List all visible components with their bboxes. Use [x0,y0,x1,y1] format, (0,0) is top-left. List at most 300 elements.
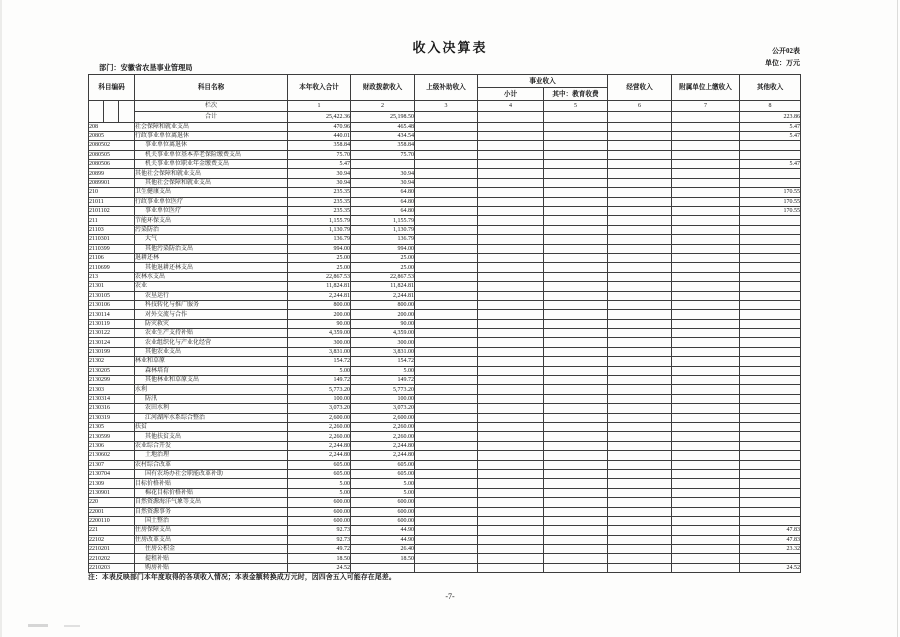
value-cell [608,516,672,525]
total-value: 25,198.50 [351,111,415,122]
value-cell: 25.00 [288,263,351,272]
value-cell [672,225,740,234]
value-cell [672,479,740,488]
value-cell [415,394,478,403]
value-cell [740,394,801,403]
value-cell [544,404,608,413]
value-cell: 30.94 [351,178,415,187]
page-title: 收入决算表 [412,40,488,55]
table-row [89,385,801,394]
subject-code-cell: 21307 [89,460,135,469]
value-cell: 4,359.00 [351,329,415,338]
value-cell [608,338,672,347]
header-total-income: 本年收入合计 [288,75,351,101]
value-cell: 2,260.00 [351,423,415,432]
value-cell [415,413,478,422]
value-cell: 994.00 [288,244,351,253]
value-cell [740,507,801,516]
subject-name-cell: 森林培育 [135,366,288,375]
value-cell [608,507,672,516]
value-cell [608,413,672,422]
value-cell [740,263,801,272]
value-cell [740,282,801,291]
table-row [89,235,801,244]
subject-name-cell: 提租补贴 [135,554,288,563]
subject-name-cell: 目标价格补贴 [135,479,288,488]
unit-label: 单位：万元 [765,59,800,67]
value-cell [544,545,608,554]
value-cell [672,423,740,432]
subject-name-cell: 大气 [135,235,288,244]
value-cell [672,291,740,300]
subject-name-cell: 事业单位离退休 [135,141,288,150]
value-cell: 2,244.81 [288,291,351,300]
subject-code-cell: 21303 [89,385,135,394]
subject-name-cell: 事业单位医疗 [135,207,288,216]
value-cell [415,357,478,366]
value-cell [740,235,801,244]
value-cell [672,141,740,150]
value-cell [544,263,608,272]
value-cell [544,207,608,216]
subject-code-cell: 2080505 [89,150,135,159]
column-number: 7 [672,101,740,112]
value-cell: 64.80 [351,188,415,197]
subject-code-cell: 21301 [89,282,135,291]
subject-name-cell: 机关事业单位基本养老保险缴费支出 [135,150,288,159]
table-row [89,545,801,554]
value-cell [740,413,801,422]
value-cell [544,535,608,544]
table-row [89,404,801,413]
value-cell [544,272,608,281]
header-superior-subsidy: 上级补助收入 [415,75,478,101]
subject-name-cell: 农田水利 [135,404,288,413]
value-cell: 2,244.80 [351,441,415,450]
scan-artifact [64,625,80,627]
value-cell [478,526,544,535]
value-cell: 90.00 [351,319,415,328]
value-cell [740,150,801,159]
value-cell [740,432,801,441]
value-cell [672,554,740,563]
subject-name-cell: 农业 [135,282,288,291]
subject-code-cell: 21106 [89,253,135,262]
value-cell [740,347,801,356]
table-row [89,329,801,338]
value-cell [740,329,801,338]
value-cell [608,150,672,159]
value-cell: 235.35 [288,188,351,197]
value-cell: 149.72 [288,376,351,385]
value-cell: 600.00 [288,507,351,516]
header-fiscal-income: 财政拨款收入 [351,75,415,101]
subject-code-cell: 2130599 [89,432,135,441]
value-cell [415,460,478,469]
value-cell [478,507,544,516]
value-cell [544,394,608,403]
value-cell [544,516,608,525]
value-cell [672,188,740,197]
value-cell [544,441,608,450]
subject-code-cell: 2130602 [89,451,135,460]
value-cell [415,498,478,507]
value-cell [478,460,544,469]
table-row [89,131,801,140]
table-row [89,291,801,300]
subject-code-cell: 221 [89,526,135,535]
subject-code-cell: 2110301 [89,235,135,244]
table-row [89,338,801,347]
value-cell [478,122,544,131]
column-number: 4 [478,101,544,112]
subject-name-cell: 土地治理 [135,451,288,460]
value-cell [478,291,544,300]
value-cell [608,225,672,234]
value-cell [740,460,801,469]
value-cell [608,441,672,450]
value-cell [608,235,672,244]
subject-code-cell: 2080502 [89,141,135,150]
subject-code-cell: 210 [89,188,135,197]
value-cell [415,169,478,178]
table-row [89,244,801,253]
subject-name-cell: 防灾救灾 [135,319,288,328]
total-value [478,111,544,122]
value-cell [415,272,478,281]
table-row [89,188,801,197]
table-row [89,394,801,403]
value-cell [740,244,801,253]
value-cell [544,460,608,469]
value-cell [740,178,801,187]
value-cell [608,357,672,366]
subject-name-cell: 科技转化与推广服务 [135,300,288,309]
table-row [89,479,801,488]
table-row [89,516,801,525]
value-cell [672,498,740,507]
value-cell [672,169,740,178]
subject-code-cell: 2130205 [89,366,135,375]
value-cell [478,253,544,262]
value-cell [740,404,801,413]
value-cell [544,188,608,197]
value-cell [415,310,478,319]
subject-name-cell: 农林水支出 [135,272,288,281]
value-cell [740,253,801,262]
value-cell [672,357,740,366]
value-cell [544,131,608,140]
subject-name-cell: 江河湖库水系综合整治 [135,413,288,422]
value-cell [415,207,478,216]
value-cell: 994.00 [351,244,415,253]
value-cell: 434.54 [351,131,415,140]
value-cell: 3,831.00 [351,347,415,356]
table-row [89,207,801,216]
column-number: 6 [608,101,672,112]
value-cell [672,150,740,159]
total-row [89,111,801,122]
value-cell: 2,244.80 [288,441,351,450]
table-row [89,122,801,131]
value-cell [672,282,740,291]
value-cell [672,366,740,375]
value-cell [415,554,478,563]
value-cell [740,272,801,281]
value-cell [608,253,672,262]
value-cell [740,291,801,300]
value-cell [544,244,608,253]
subject-name-cell: 购房补贴 [135,563,288,572]
value-cell: 90.00 [288,319,351,328]
value-cell [544,253,608,262]
subject-code-cell: 211 [89,216,135,225]
subject-code-cell: 2130114 [89,310,135,319]
value-cell [672,488,740,497]
table-row [89,150,801,159]
subject-name-cell: 社会保障和就业支出 [135,122,288,131]
subject-name-cell: 行政事业单位离退休 [135,131,288,140]
subject-code-cell: 220 [89,498,135,507]
subject-name-cell: 住房公积金 [135,545,288,554]
value-cell: 2,244.81 [351,291,415,300]
value-cell [608,479,672,488]
value-cell: 600.00 [288,498,351,507]
value-cell: 75.70 [351,150,415,159]
value-cell [672,300,740,309]
value-cell [415,488,478,497]
table-row [89,526,801,535]
value-cell [415,188,478,197]
value-cell: 92.73 [288,526,351,535]
header-row-1 [89,75,801,88]
value-cell [608,432,672,441]
subject-code-cell: 2210202 [89,554,135,563]
subject-name-cell: 农村综合改革 [135,460,288,469]
value-cell [608,385,672,394]
subject-code-cell: 2130105 [89,291,135,300]
value-cell: 200.00 [288,310,351,319]
subject-name-cell: 卫生健康支出 [135,188,288,197]
value-cell [544,347,608,356]
value-cell [478,376,544,385]
value-cell: 2,600.00 [351,413,415,422]
column-number: 8 [740,101,801,112]
subject-code-cell: 2210203 [89,563,135,572]
value-cell [672,253,740,262]
value-cell: 30.94 [288,178,351,187]
table-row [89,460,801,469]
value-cell [740,516,801,525]
value-cell [415,150,478,159]
value-cell [478,131,544,140]
value-cell: 5.47 [740,122,801,131]
value-cell [478,319,544,328]
subject-code-cell: 2130704 [89,469,135,478]
value-cell [672,310,740,319]
subject-name-cell: 扶贫 [135,423,288,432]
header-other-income: 其他收入 [740,75,801,101]
value-cell [544,225,608,234]
value-cell [740,225,801,234]
value-cell [415,545,478,554]
value-cell: 2,260.00 [288,432,351,441]
subject-name-cell: 自然资源事务 [135,507,288,516]
value-cell [740,300,801,309]
subject-name-cell: 行政事业单位医疗 [135,197,288,206]
value-cell [478,516,544,525]
value-cell [415,535,478,544]
value-cell [415,225,478,234]
value-cell [415,385,478,394]
code-sub-xiang [119,101,135,123]
subject-name-cell: 农业综合开发 [135,441,288,450]
value-cell: 11,824.81 [351,282,415,291]
value-cell [740,498,801,507]
value-cell [415,235,478,244]
value-cell: 24.52 [740,563,801,572]
value-cell [740,479,801,488]
value-cell: 2,244.80 [351,451,415,460]
value-cell: 5.47 [740,131,801,140]
subject-code-cell: 20899 [89,169,135,178]
value-cell [608,197,672,206]
value-cell [608,216,672,225]
value-cell: 25.00 [288,253,351,262]
value-cell [672,469,740,478]
value-cell: 136.79 [351,235,415,244]
value-cell: 800.00 [288,300,351,309]
value-cell [544,413,608,422]
subject-code-cell: 21305 [89,423,135,432]
value-cell [544,488,608,497]
value-cell: 149.72 [351,376,415,385]
value-cell: 2,600.00 [288,413,351,422]
subject-code-cell: 2130314 [89,394,135,403]
department-label: 部门：安徽省农垦事业管理局 [99,64,193,72]
subject-code-cell: 2200110 [89,516,135,525]
value-cell [672,413,740,422]
value-cell [608,178,672,187]
subject-name-cell: 对外交流与合作 [135,310,288,319]
value-cell [478,244,544,253]
value-cell: 5.47 [288,160,351,169]
value-cell [608,329,672,338]
value-cell [672,235,740,244]
table-body [89,101,801,573]
value-cell: 64.80 [351,197,415,206]
table-row [89,319,801,328]
value-cell [672,338,740,347]
value-cell [478,197,544,206]
value-cell: 605.00 [288,460,351,469]
value-cell [672,526,740,535]
value-cell: 300.00 [351,338,415,347]
value-cell [672,545,740,554]
value-cell [478,535,544,544]
table-row [89,347,801,356]
value-cell [478,225,544,234]
value-cell: 25.00 [351,263,415,272]
value-cell: 18.50 [288,554,351,563]
value-cell [478,441,544,450]
value-cell [478,329,544,338]
value-cell: 24.52 [288,563,351,572]
value-cell [478,479,544,488]
value-cell [478,160,544,169]
value-cell [478,469,544,478]
value-cell [478,235,544,244]
subject-code-cell: 2130119 [89,319,135,328]
table-row [89,469,801,478]
table-row [89,488,801,497]
header-subject-name: 科目名称 [135,75,288,101]
value-cell: 358.84 [351,141,415,150]
table-row [89,498,801,507]
value-cell [478,178,544,187]
value-cell: 235.35 [288,207,351,216]
subject-name-cell: 自然资源海洋气象等支出 [135,498,288,507]
value-cell: 44.90 [351,535,415,544]
value-cell [740,366,801,375]
value-cell [608,376,672,385]
value-cell: 11,824.81 [288,282,351,291]
value-cell [740,141,801,150]
table-row [89,282,801,291]
value-cell: 358.84 [288,141,351,150]
subject-name-cell: 林业和草原 [135,357,288,366]
value-cell [415,451,478,460]
value-cell: 200.00 [351,310,415,319]
subject-name-cell: 防汛 [135,394,288,403]
value-cell [478,451,544,460]
value-cell: 47.83 [740,526,801,535]
value-cell [415,366,478,375]
value-cell [544,141,608,150]
value-cell [415,432,478,441]
header-operating-income: 经营收入 [608,75,672,101]
table-row [89,253,801,262]
value-cell [351,160,415,169]
subject-name-cell: 农业组织化与产业化经营 [135,338,288,347]
value-cell [415,282,478,291]
value-cell [740,169,801,178]
value-cell: 18.50 [351,554,415,563]
value-cell [478,423,544,432]
subject-code-cell: 2210201 [89,545,135,554]
value-cell [415,423,478,432]
form-code-label: 公开02表 [772,47,800,55]
value-cell [415,122,478,131]
value-cell [740,554,801,563]
value-cell [544,498,608,507]
subject-code-cell: 2130901 [89,488,135,497]
subject-code-cell: 2130122 [89,329,135,338]
subject-name-cell: 棉花目标价格补贴 [135,488,288,497]
value-cell [608,319,672,328]
value-cell: 5.00 [351,366,415,375]
value-cell: 23.32 [740,545,801,554]
value-cell [415,479,478,488]
value-cell: 1,130.79 [288,225,351,234]
subject-name-cell: 退耕还林 [135,253,288,262]
value-cell [415,507,478,516]
value-cell: 300.00 [288,338,351,347]
value-cell [608,554,672,563]
value-cell [478,338,544,347]
value-cell: 92.73 [288,535,351,544]
value-cell: 800.00 [351,300,415,309]
